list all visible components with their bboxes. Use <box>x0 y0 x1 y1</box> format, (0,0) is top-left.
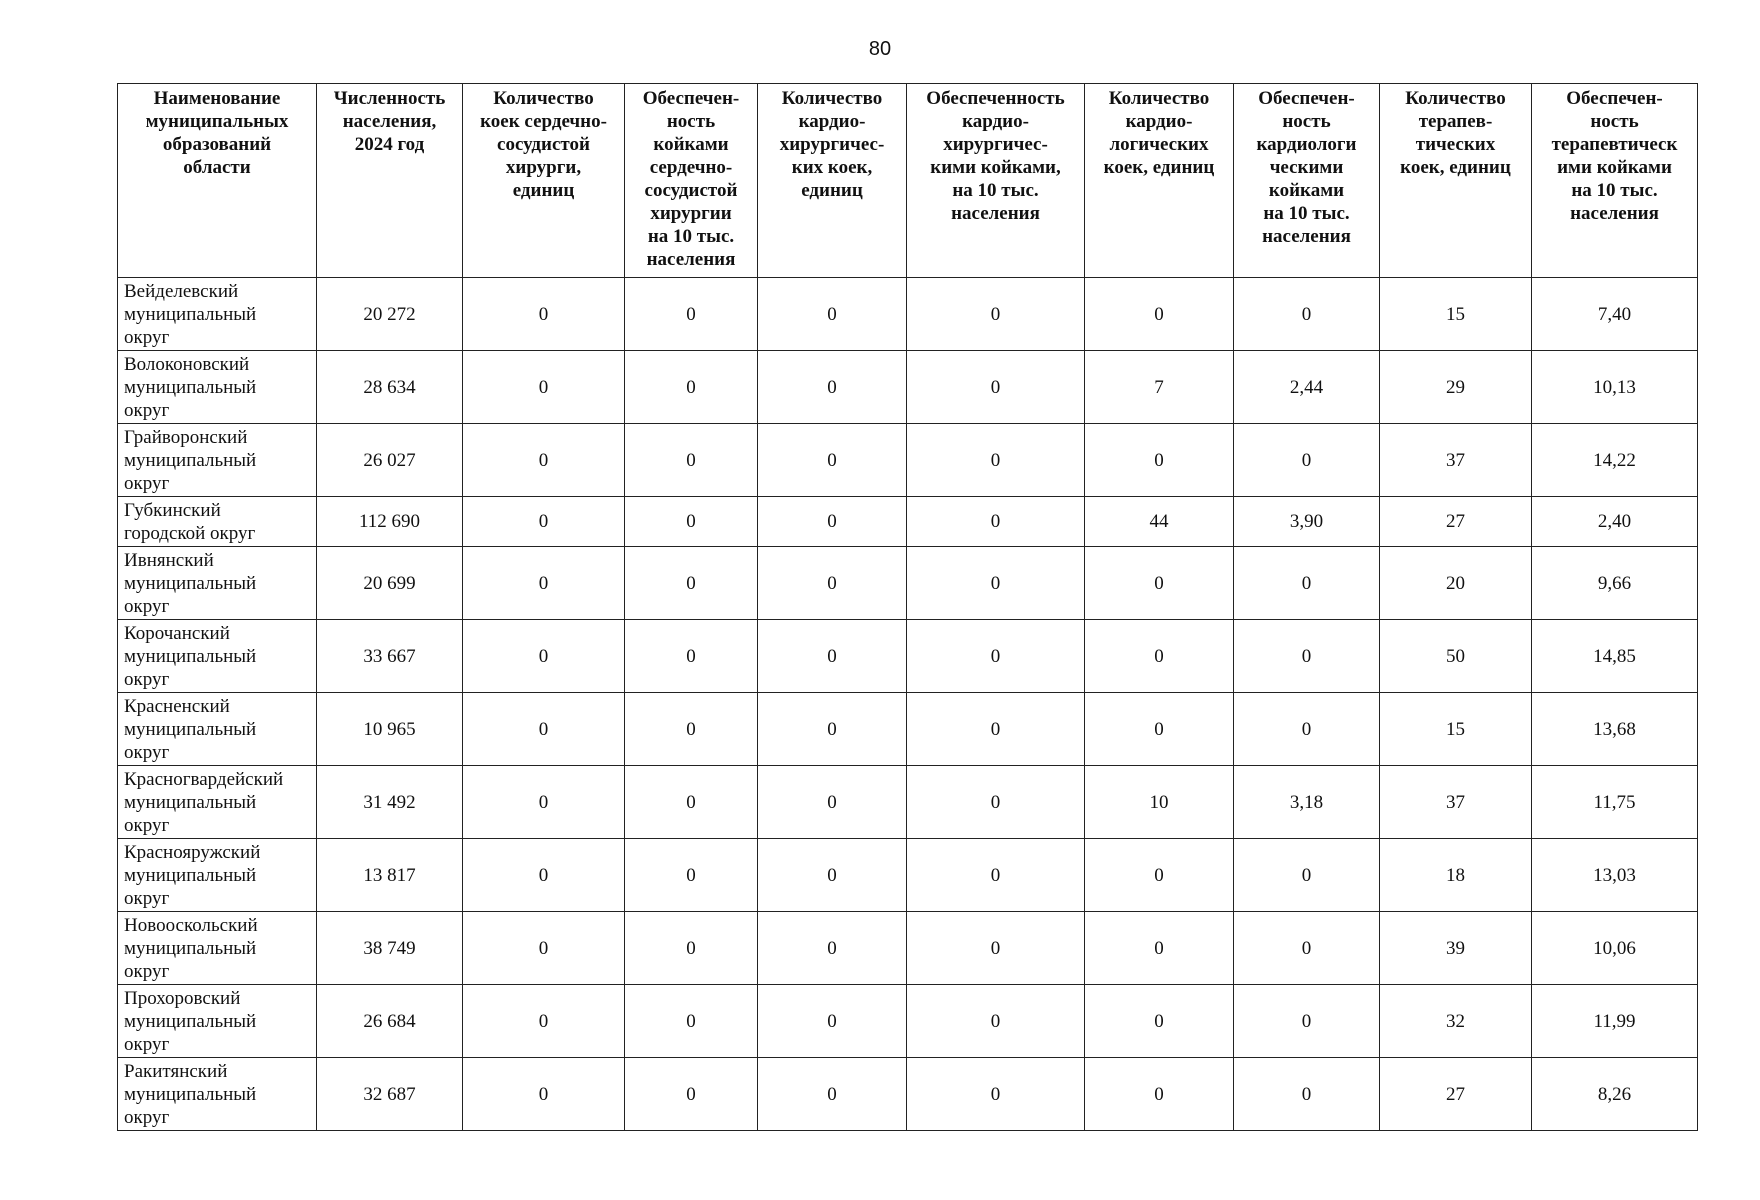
column-header-line: Численность <box>333 88 446 109</box>
municipality-name-line: округ <box>124 815 170 836</box>
table-cell: 26 684 <box>317 985 463 1058</box>
municipality-name-line: муниципальный <box>124 938 257 959</box>
municipality-name-line: муниципальный <box>124 304 257 325</box>
column-header-line: единиц <box>801 180 863 201</box>
municipality-name-line: Красненский <box>124 696 230 717</box>
municipality-name-line: округ <box>124 1107 170 1128</box>
municipality-name-cell <box>118 497 317 547</box>
table-cell: 112 690 <box>317 497 463 547</box>
municipality-name-cell <box>118 424 317 497</box>
municipality-name-cell <box>118 1058 317 1131</box>
table-cell: 38 749 <box>317 912 463 985</box>
column-header-line: коек, единиц <box>1400 157 1511 178</box>
column-header-line: Количество <box>1108 88 1210 109</box>
table-cell: 0 <box>907 693 1085 766</box>
column-header-line: образований <box>162 134 272 155</box>
table-cell: 10,06 <box>1532 912 1698 985</box>
table-cell: 0 <box>463 839 625 912</box>
municipality-name-line: округ <box>124 327 170 348</box>
column-header-line: населения <box>1262 226 1351 247</box>
column-header-line: ность <box>1282 111 1331 132</box>
table-cell: 7 <box>1085 351 1234 424</box>
table-cell: 26 027 <box>317 424 463 497</box>
municipality-name-line: Ивнянский <box>124 550 214 571</box>
table-cell: 0 <box>463 351 625 424</box>
column-header <box>1085 84 1234 278</box>
table-cell: 27 <box>1380 1058 1532 1131</box>
column-header-line: терапевтическ <box>1551 134 1678 155</box>
column-header-line: хирурги, <box>505 157 582 178</box>
table-row <box>118 547 1698 620</box>
table-cell: 3,18 <box>1234 766 1380 839</box>
table-cell: 13,68 <box>1532 693 1698 766</box>
table-cell: 0 <box>907 839 1085 912</box>
table-cell: 0 <box>1085 424 1234 497</box>
table-cell: 20 272 <box>317 278 463 351</box>
table-cell: 0 <box>463 547 625 620</box>
municipality-name-line: муниципальный <box>124 646 257 667</box>
column-header-line: Наименование <box>153 88 281 109</box>
table-cell: 8,26 <box>1532 1058 1698 1131</box>
table-cell: 0 <box>907 497 1085 547</box>
municipality-name-line: Губкинский <box>124 500 221 521</box>
table-cell: 39 <box>1380 912 1532 985</box>
municipality-name-cell <box>118 912 317 985</box>
table-cell: 0 <box>463 1058 625 1131</box>
table-cell: 0 <box>758 839 907 912</box>
table-cell: 0 <box>758 497 907 547</box>
table-row <box>118 912 1698 985</box>
column-header-line: ими койками <box>1557 157 1672 178</box>
table-cell: 0 <box>1234 693 1380 766</box>
table-cell: 0 <box>625 766 758 839</box>
table-cell: 0 <box>463 693 625 766</box>
table-cell: 0 <box>625 278 758 351</box>
table-cell: 0 <box>1085 839 1234 912</box>
table-cell: 0 <box>1085 620 1234 693</box>
municipality-name-cell <box>118 985 317 1058</box>
table-row <box>118 1058 1698 1131</box>
column-header <box>118 84 317 278</box>
table-cell: 11,75 <box>1532 766 1698 839</box>
table-body <box>118 278 1698 1131</box>
table-cell: 0 <box>907 351 1085 424</box>
table-cell: 0 <box>758 985 907 1058</box>
table-cell: 0 <box>1234 985 1380 1058</box>
table-cell: 14,22 <box>1532 424 1698 497</box>
municipality-name-line: муниципальный <box>124 450 257 471</box>
table-cell: 0 <box>758 424 907 497</box>
table-row <box>118 985 1698 1058</box>
column-header-line: хирургичес- <box>943 134 1048 155</box>
table-cell: 0 <box>1085 278 1234 351</box>
table-cell: 14,85 <box>1532 620 1698 693</box>
column-header-line: Количество <box>1405 88 1506 109</box>
table-cell: 0 <box>625 620 758 693</box>
table-cell: 9,66 <box>1532 547 1698 620</box>
table-cell: 0 <box>463 912 625 985</box>
column-header-line: населения <box>951 203 1040 224</box>
table-cell: 0 <box>463 985 625 1058</box>
table-row <box>118 839 1698 912</box>
municipality-name-line: Ракитянский <box>124 1061 228 1082</box>
column-header-line: на 10 тыс. <box>647 226 735 247</box>
column-header-line: ческими <box>1269 157 1344 178</box>
table-cell: 0 <box>625 547 758 620</box>
municipality-name-cell <box>118 547 317 620</box>
municipality-name-line: Прохоровский <box>124 988 241 1009</box>
table-cell: 0 <box>907 424 1085 497</box>
municipality-name-line: Грайворонский <box>124 427 248 448</box>
column-header-line: Обеспечен- <box>1258 88 1355 109</box>
table-cell: 29 <box>1380 351 1532 424</box>
table-cell: 0 <box>907 912 1085 985</box>
municipality-name-line: округ <box>124 1034 170 1055</box>
table-cell: 32 687 <box>317 1058 463 1131</box>
column-header-line: кардио- <box>798 111 866 132</box>
table-cell: 37 <box>1380 766 1532 839</box>
table-cell: 10,13 <box>1532 351 1698 424</box>
table-cell: 27 <box>1380 497 1532 547</box>
table-cell: 0 <box>907 766 1085 839</box>
column-header-line: 2024 год <box>354 134 425 155</box>
column-header-line: Обеспечен- <box>642 88 740 109</box>
table-row <box>118 620 1698 693</box>
table-cell: 0 <box>758 547 907 620</box>
table-cell: 0 <box>463 278 625 351</box>
column-header-line: койками <box>1268 180 1345 201</box>
column-header-line: хирургии <box>650 203 732 224</box>
table-cell: 0 <box>907 620 1085 693</box>
table-cell: 0 <box>758 278 907 351</box>
municipality-name-line: Красногвардейский <box>124 769 284 790</box>
table-cell: 2,44 <box>1234 351 1380 424</box>
table-cell: 13,03 <box>1532 839 1698 912</box>
municipality-name-line: муниципальный <box>124 1084 257 1105</box>
column-header-line: населения, <box>342 111 437 132</box>
column-header-line: кардио- <box>1125 111 1193 132</box>
column-header-line: хирургичес- <box>779 134 885 155</box>
table-cell: 0 <box>625 1058 758 1131</box>
table-cell: 3,90 <box>1234 497 1380 547</box>
table-cell: 33 667 <box>317 620 463 693</box>
table-row <box>118 766 1698 839</box>
table-cell: 0 <box>758 620 907 693</box>
table-cell: 2,40 <box>1532 497 1698 547</box>
column-header-line: Обеспеченность <box>926 88 1065 109</box>
table-cell: 0 <box>625 693 758 766</box>
column-header <box>625 84 758 278</box>
table-cell: 0 <box>463 497 625 547</box>
table-cell: 0 <box>1234 547 1380 620</box>
column-header-line: Количество <box>781 88 883 109</box>
table-cell: 0 <box>907 1058 1085 1131</box>
table-cell: 0 <box>1085 985 1234 1058</box>
municipality-name-line: Вейделевский <box>124 281 239 302</box>
municipality-name-line: округ <box>124 961 170 982</box>
column-header-line: кардио- <box>962 111 1029 132</box>
table-cell: 7,40 <box>1532 278 1698 351</box>
column-header-line: кими койками, <box>930 157 1061 178</box>
table-cell: 0 <box>758 351 907 424</box>
table-cell: 0 <box>758 912 907 985</box>
column-header-line: области <box>183 157 251 178</box>
column-header <box>758 84 907 278</box>
table-cell: 0 <box>625 497 758 547</box>
table-cell: 0 <box>625 351 758 424</box>
column-header-line: логических <box>1109 134 1209 155</box>
municipality-name-line: муниципальный <box>124 377 257 398</box>
table-cell: 50 <box>1380 620 1532 693</box>
column-header-line: на 10 тыс. <box>1263 203 1350 224</box>
municipality-name-line: муниципальный <box>124 1011 257 1032</box>
table-cell: 0 <box>1085 912 1234 985</box>
table-header-row <box>118 84 1698 278</box>
column-header-line: ность <box>666 111 716 132</box>
column-header-line: ность <box>1590 111 1639 132</box>
table-cell: 0 <box>625 839 758 912</box>
column-header <box>317 84 463 278</box>
column-header-line: коек, единиц <box>1103 157 1215 178</box>
municipality-name-cell <box>118 351 317 424</box>
table-cell: 0 <box>907 547 1085 620</box>
municipality-name-line: Новооскольский <box>124 915 258 936</box>
bed-capacity-table <box>117 83 1698 1131</box>
municipality-name-cell <box>118 766 317 839</box>
column-header <box>1380 84 1532 278</box>
table-cell: 15 <box>1380 278 1532 351</box>
column-header <box>463 84 625 278</box>
column-header-line: населения <box>1570 203 1659 224</box>
table-row <box>118 693 1698 766</box>
column-header-line: Количество <box>493 88 594 109</box>
municipality-name-line: округ <box>124 669 170 690</box>
column-header-line: сосудистой <box>497 134 590 155</box>
municipality-name-cell <box>118 693 317 766</box>
table-cell: 0 <box>463 424 625 497</box>
column-header-line: тических <box>1415 134 1496 155</box>
table-cell: 0 <box>758 693 907 766</box>
table-cell: 0 <box>625 912 758 985</box>
municipality-name-cell <box>118 620 317 693</box>
column-header-line: муниципальных <box>145 111 289 132</box>
table-cell: 28 634 <box>317 351 463 424</box>
table-cell: 37 <box>1380 424 1532 497</box>
table-cell: 0 <box>1085 693 1234 766</box>
table-row <box>118 497 1698 547</box>
table-cell: 32 <box>1380 985 1532 1058</box>
municipality-name-line: округ <box>124 596 170 617</box>
table-cell: 0 <box>1234 424 1380 497</box>
table-cell: 0 <box>1085 1058 1234 1131</box>
column-header-line: койками <box>653 134 729 155</box>
column-header <box>1234 84 1380 278</box>
page-number: 80 <box>868 38 892 60</box>
table-cell: 0 <box>463 620 625 693</box>
table-cell: 0 <box>1234 839 1380 912</box>
table-row <box>118 424 1698 497</box>
column-header-line: сердечно- <box>649 157 733 178</box>
column-header-line: терапев- <box>1418 111 1493 132</box>
municipality-name-line: округ <box>124 742 170 763</box>
municipality-name-line: Краснояружский <box>124 842 261 863</box>
column-header-line: коек сердечно- <box>480 111 607 132</box>
table-cell: 0 <box>758 766 907 839</box>
municipality-name-cell <box>118 839 317 912</box>
table-cell: 44 <box>1085 497 1234 547</box>
column-header-line: Обеспечен- <box>1566 88 1663 109</box>
table-cell: 15 <box>1380 693 1532 766</box>
table-row <box>118 351 1698 424</box>
municipality-name-line: Корочанский <box>124 623 230 644</box>
municipality-name-line: округ <box>124 400 170 421</box>
column-header-line: единиц <box>512 180 575 201</box>
column-header-line: сосудистой <box>644 180 738 201</box>
municipality-name-line: муниципальный <box>124 719 257 740</box>
municipality-name-line: городской округ <box>124 523 256 544</box>
table-cell: 0 <box>1234 620 1380 693</box>
column-header-line: на 10 тыс. <box>952 180 1039 201</box>
table-cell: 0 <box>1234 278 1380 351</box>
table-cell: 31 492 <box>317 766 463 839</box>
table-cell: 18 <box>1380 839 1532 912</box>
column-header-line: на 10 тыс. <box>1571 180 1658 201</box>
table-cell: 0 <box>625 985 758 1058</box>
municipality-name-line: округ <box>124 888 170 909</box>
table-cell: 20 <box>1380 547 1532 620</box>
column-header <box>1532 84 1698 278</box>
table-cell: 0 <box>758 1058 907 1131</box>
table-cell: 0 <box>463 766 625 839</box>
column-header-line: населения <box>646 249 736 270</box>
table-cell: 0 <box>907 985 1085 1058</box>
table-cell: 0 <box>1085 547 1234 620</box>
table-cell: 0 <box>1234 912 1380 985</box>
table-cell: 10 965 <box>317 693 463 766</box>
municipality-name-line: муниципальный <box>124 573 257 594</box>
municipality-name-line: Волоконовский <box>124 354 250 375</box>
table-cell: 10 <box>1085 766 1234 839</box>
table-cell: 0 <box>625 424 758 497</box>
table-cell: 11,99 <box>1532 985 1698 1058</box>
table-cell: 13 817 <box>317 839 463 912</box>
table-row <box>118 278 1698 351</box>
municipality-name-cell <box>118 278 317 351</box>
municipality-name-line: муниципальный <box>124 792 257 813</box>
table-cell: 20 699 <box>317 547 463 620</box>
municipality-name-line: муниципальный <box>124 865 257 886</box>
table-cell: 0 <box>907 278 1085 351</box>
column-header-line: кардиологи <box>1256 134 1357 155</box>
column-header <box>907 84 1085 278</box>
table-cell: 0 <box>1234 1058 1380 1131</box>
column-header-line: ких коек, <box>791 157 873 178</box>
municipality-name-line: округ <box>124 473 170 494</box>
